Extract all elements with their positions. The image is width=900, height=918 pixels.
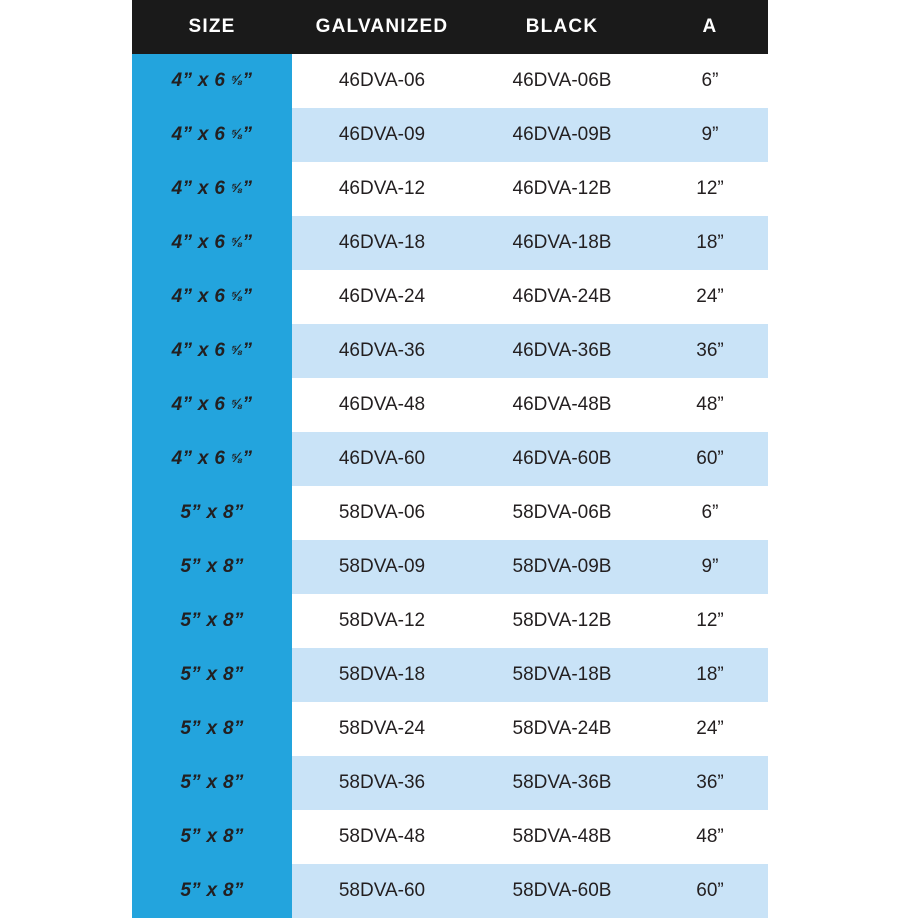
table-row: [132, 162, 768, 216]
cell-galvanized: 46DVA-60: [292, 432, 472, 486]
cell-black: 58DVA-09B: [472, 540, 652, 594]
cell-black: 58DVA-12B: [472, 594, 652, 648]
cell-a: 60”: [652, 864, 768, 918]
table-row: [132, 54, 768, 108]
cell-size: 5” x 8”: [132, 648, 292, 702]
table-header: [132, 0, 768, 54]
table-row: [132, 540, 768, 594]
cell-size: 4” x 6 ⅝”: [132, 54, 292, 108]
table-row: [132, 594, 768, 648]
table-row: [132, 486, 768, 540]
column-header-black: BLACK: [472, 0, 652, 54]
cell-black: 46DVA-06B: [472, 54, 652, 108]
cell-a: 36”: [652, 324, 768, 378]
cell-size: 5” x 8”: [132, 756, 292, 810]
cell-a: 48”: [652, 810, 768, 864]
cell-black: 46DVA-48B: [472, 378, 652, 432]
cell-size: 4” x 6 ⅝”: [132, 162, 292, 216]
cell-galvanized: 46DVA-09: [292, 108, 472, 162]
cell-a: 12”: [652, 162, 768, 216]
cell-black: 46DVA-12B: [472, 162, 652, 216]
cell-galvanized: 58DVA-09: [292, 540, 472, 594]
table-row: [132, 864, 768, 918]
table-row: [132, 810, 768, 864]
cell-black: 46DVA-24B: [472, 270, 652, 324]
cell-galvanized: 46DVA-48: [292, 378, 472, 432]
cell-galvanized: 58DVA-24: [292, 702, 472, 756]
cell-black: 46DVA-36B: [472, 324, 652, 378]
cell-galvanized: 58DVA-06: [292, 486, 472, 540]
cell-size: 4” x 6 ⅝”: [132, 270, 292, 324]
table-row: [132, 216, 768, 270]
cell-galvanized: 58DVA-48: [292, 810, 472, 864]
cell-black: 46DVA-09B: [472, 108, 652, 162]
table-row: [132, 324, 768, 378]
cell-galvanized: 58DVA-12: [292, 594, 472, 648]
cell-size: 5” x 8”: [132, 702, 292, 756]
table-row: [132, 270, 768, 324]
cell-size: 4” x 6 ⅝”: [132, 108, 292, 162]
table-row: [132, 648, 768, 702]
cell-a: 9”: [652, 540, 768, 594]
cell-galvanized: 58DVA-18: [292, 648, 472, 702]
cell-size: 5” x 8”: [132, 540, 292, 594]
column-header-a: A: [652, 0, 768, 54]
cell-a: 6”: [652, 54, 768, 108]
cell-a: 9”: [652, 108, 768, 162]
cell-a: 12”: [652, 594, 768, 648]
cell-black: 58DVA-60B: [472, 864, 652, 918]
product-spec-table: [132, 0, 768, 918]
cell-a: 60”: [652, 432, 768, 486]
table-row: [132, 378, 768, 432]
cell-size: 4” x 6 ⅝”: [132, 216, 292, 270]
cell-galvanized: 46DVA-18: [292, 216, 472, 270]
table-row: [132, 756, 768, 810]
cell-black: 58DVA-06B: [472, 486, 652, 540]
cell-galvanized: 46DVA-06: [292, 54, 472, 108]
cell-black: 58DVA-36B: [472, 756, 652, 810]
cell-a: 18”: [652, 216, 768, 270]
cell-galvanized: 58DVA-36: [292, 756, 472, 810]
cell-a: 24”: [652, 270, 768, 324]
table-row: [132, 702, 768, 756]
cell-black: 58DVA-48B: [472, 810, 652, 864]
cell-a: 36”: [652, 756, 768, 810]
cell-size: 5” x 8”: [132, 594, 292, 648]
cell-size: 5” x 8”: [132, 864, 292, 918]
table-row: [132, 108, 768, 162]
cell-size: 4” x 6 ⅝”: [132, 432, 292, 486]
table-row: [132, 432, 768, 486]
header-row: [132, 0, 768, 54]
cell-a: 48”: [652, 378, 768, 432]
cell-a: 6”: [652, 486, 768, 540]
cell-galvanized: 58DVA-60: [292, 864, 472, 918]
cell-black: 46DVA-60B: [472, 432, 652, 486]
column-header-galvanized: GALVANIZED: [292, 0, 472, 54]
cell-galvanized: 46DVA-24: [292, 270, 472, 324]
cell-size: 4” x 6 ⅝”: [132, 378, 292, 432]
cell-size: 4” x 6 ⅝”: [132, 324, 292, 378]
table-body: [132, 54, 768, 918]
column-header-size: SIZE: [132, 0, 292, 54]
cell-black: 58DVA-24B: [472, 702, 652, 756]
cell-galvanized: 46DVA-36: [292, 324, 472, 378]
cell-size: 5” x 8”: [132, 486, 292, 540]
cell-a: 18”: [652, 648, 768, 702]
cell-a: 24”: [652, 702, 768, 756]
cell-galvanized: 46DVA-12: [292, 162, 472, 216]
cell-black: 58DVA-18B: [472, 648, 652, 702]
cell-size: 5” x 8”: [132, 810, 292, 864]
cell-black: 46DVA-18B: [472, 216, 652, 270]
